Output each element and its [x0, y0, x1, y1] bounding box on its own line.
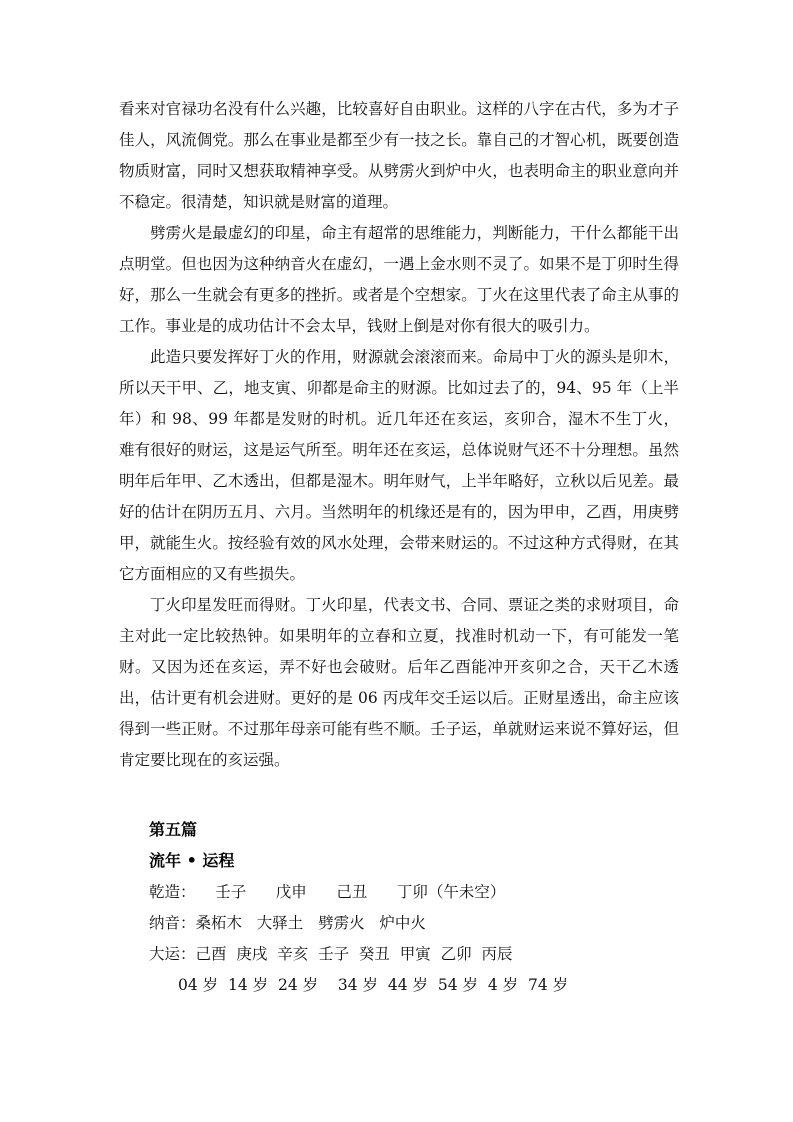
ages-row: 04 岁 14 岁 24 岁 34 岁 44 岁 54 岁 4 岁 74 岁: [178, 976, 569, 994]
body-text: [119, 94, 679, 776]
section-title: 第五篇: [149, 820, 198, 839]
nayin-row: 纳音：桑柘木 大驿土 劈雳火 炉中火: [149, 914, 426, 932]
dayun-row: 大运：己酉 庚戌 辛亥 壬子 癸丑 甲寅 乙卯 丙辰: [149, 945, 513, 963]
subsection-title: 流年 • 运程: [149, 851, 235, 870]
paragraph-1: 看来对官禄功名没有什么兴趣，比较喜好自由职业。这样的八字在古代，多为才子佳人，风流倜党。那么在事业是都至少有一技之长。靠自己的才智心机，既要创造物质财富，同时又想获取精神享受。从劈雳火到炉中火，也表明命主的职业意向并不稳定。很清楚，知识就是财富的道理。: [119, 100, 679, 211]
paragraph-3: 此造只要发挥好丁火的作用，财源就会滚滚而来。命局中丁火的源头是卯木，所以天干甲、乙，地支寅、卯都是命主的财源。比如过去了的，94、95 年（上半年）和 98、99 年都是发财的时机。近几年还在亥运，亥卯合，湿木不生丁火，难有很好的财运，这是运气所至。明年还在亥运，总体说财气还不十分理想。虽然明年后年甲、乙木透出，但都是湿木。明年财气，上半年略好，立秋以后见差。最好的估计在阴历五月、六月。当然明年的机缘还是有的，因为甲申，乙酉，用庚劈甲，就能生火。按经验有效的风水处理，会带来财运的。不过这种方式得财，在其它方面相应的又有些损失。: [119, 348, 679, 583]
paragraph-4: 丁火印星发旺而得财。丁火印星，代表文书、合同、票证之类的求财项目，命主对此一定比较热钟。如果明年的立春和立夏，找准时机动一下，有可能发一笔财。又因为还在亥运，弄不好也会破财。后年乙酉能冲开亥卯之合，天干乙木透出，估计更有机会进财。更好的是 06 丙戌年交壬运以后。正财星透出，命主应该得到一些正财。不过那年母亲可能有些不顺。壬子运，单就财运来说不算好运，但肯定要比现在的亥运强。: [119, 596, 679, 769]
paragraph-2: 劈雳火是最虚幻的印星，命主有超常的思维能力，判断能力，干什么都能干出点明堂。但也因为这种纳音火在虚幻，一遇上金水则不灵了。如果不是丁卯时生得好，那么一生就会有更多的挫折。或者是个空想家。丁火在这里代表了命主从事的工作。事业是的成功估计不会太早，钱财上倒是对你有很大的吸引力。: [119, 224, 679, 335]
qianzao-row: 乾造： 壬子 戊申 己丑 丁卯（午未空）: [149, 883, 506, 901]
